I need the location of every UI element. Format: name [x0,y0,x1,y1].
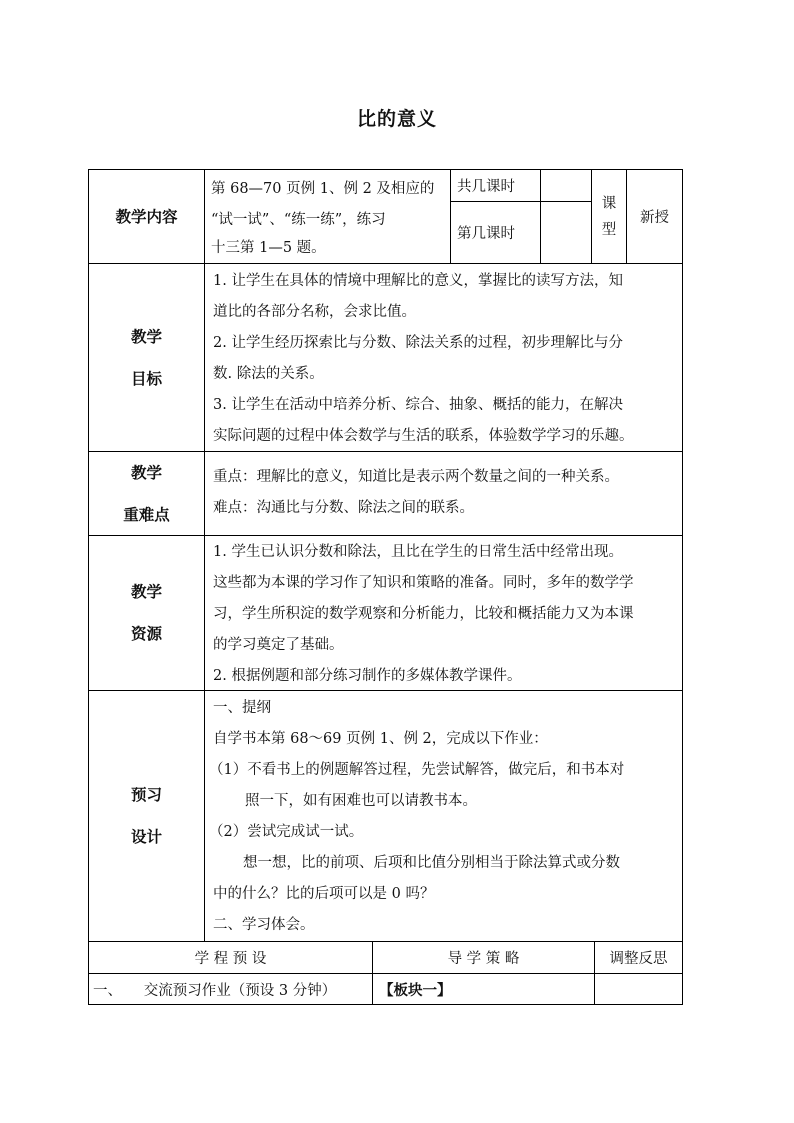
goals-label-line: 教学 [130,327,162,346]
resources-line: 2. 根据例题和部分练习制作的多媒体教学课件。 [213,668,522,684]
lesson-type-value: 新授 [640,210,669,226]
key-points-text [205,452,682,535]
reflection-cell [595,974,682,1004]
nth-hour-value [541,202,591,263]
resources-line: 1. 学生已认识分数和除法，且比在学生的日常生活中经常出现。 [213,544,623,560]
preview-line: （1）不看书上的例题解答过程，先尝试解答，做完后，和书本对 [209,762,625,778]
goals-line: 数. 除法的关系。 [213,366,324,382]
content-line: 第 68—70 页例 1、例 2 及相应的 [211,181,435,197]
lesson-type-label [592,170,626,263]
content-label: 教学内容 [115,207,178,226]
total-hours-value [541,170,591,201]
key-points-label [89,452,204,535]
reflection-col-header: 调整反思 [609,951,668,967]
goals-label-line: 目标 [130,369,162,388]
page-title: 比的意义 [356,108,437,130]
content-line: 十三第 1—5 题。 [211,240,326,256]
key-points-label-line: 重难点 [123,505,170,524]
goals-line: 道比的各部分名称，会求比值。 [213,304,416,320]
resources-line: 这些都为本课的学习作了知识和策略的准备。同时，多年的数学学 [213,575,634,591]
content-line: “试一试”、“练一练”，练习 [211,212,386,228]
lesson-type-char: 课 [601,195,617,212]
key-points-label-line: 教学 [130,463,162,482]
goals-label [89,264,204,451]
preview-label-line: 预习 [130,786,162,804]
preview-label [89,691,204,941]
process-col-header: 学 程 预 设 [194,951,267,967]
content-text [205,170,450,263]
preview-line: （2）尝试完成试一试。 [209,824,364,840]
goals-line: 实际问题的过程中体会数学与生活的联系，体验数学学习的乐趣。 [213,428,634,444]
preview-line: 自学书本第 68～69 页例 1、例 2，完成以下作业： [213,731,548,747]
goals-text [205,264,682,451]
strategy-col-header: 导 学 策 略 [447,951,520,967]
total-hours-label: 共几课时 [457,179,515,195]
preview-line: 想一想，比的前项、后项和比值分别相当于除法算式或分数 [243,855,620,871]
preview-line: 照一下，如有困难也可以请教书本。 [245,793,477,809]
preview-line: 一、提纲 [213,700,271,716]
resources-label-line: 资源 [130,625,162,643]
goals-line: 3. 让学生在活动中培养分析、综合、抽象、概括的能力，在解决 [213,397,623,413]
preview-line: 中的什么？比的后项可以是 0 吗？ [213,886,435,902]
resources-line: 习，学生所积淀的数学观察和分析能力，比较和概括能力又为本课 [213,606,634,622]
process-step: 一、 交流预习作业（预设 3 分钟） [93,983,337,999]
preview-text [205,691,682,941]
resources-text [205,536,682,690]
goals-line: 2. 让学生经历探索比与分数、除法关系的过程，初步理解比与分 [213,335,623,351]
nth-hour-label: 第几课时 [457,226,515,242]
goals-line: 1. 让学生在具体的情境中理解比的意义，掌握比的读写方法，知 [213,273,623,289]
key-points-line: 难点：沟通比与分数、除法之间的联系。 [213,500,474,516]
preview-label-line: 设计 [130,828,162,846]
resources-label-line: 教学 [130,583,162,601]
key-points-line: 重点：理解比的意义，知道比是表示两个数量之间的一种关系。 [213,469,619,485]
preview-line: 二、学习体会。 [213,917,315,933]
resources-line: 的学习奠定了基础。 [213,637,344,653]
strategy-block: 【板块一】 [379,982,452,999]
lesson-type-char: 型 [601,221,617,238]
resources-label [89,536,204,690]
